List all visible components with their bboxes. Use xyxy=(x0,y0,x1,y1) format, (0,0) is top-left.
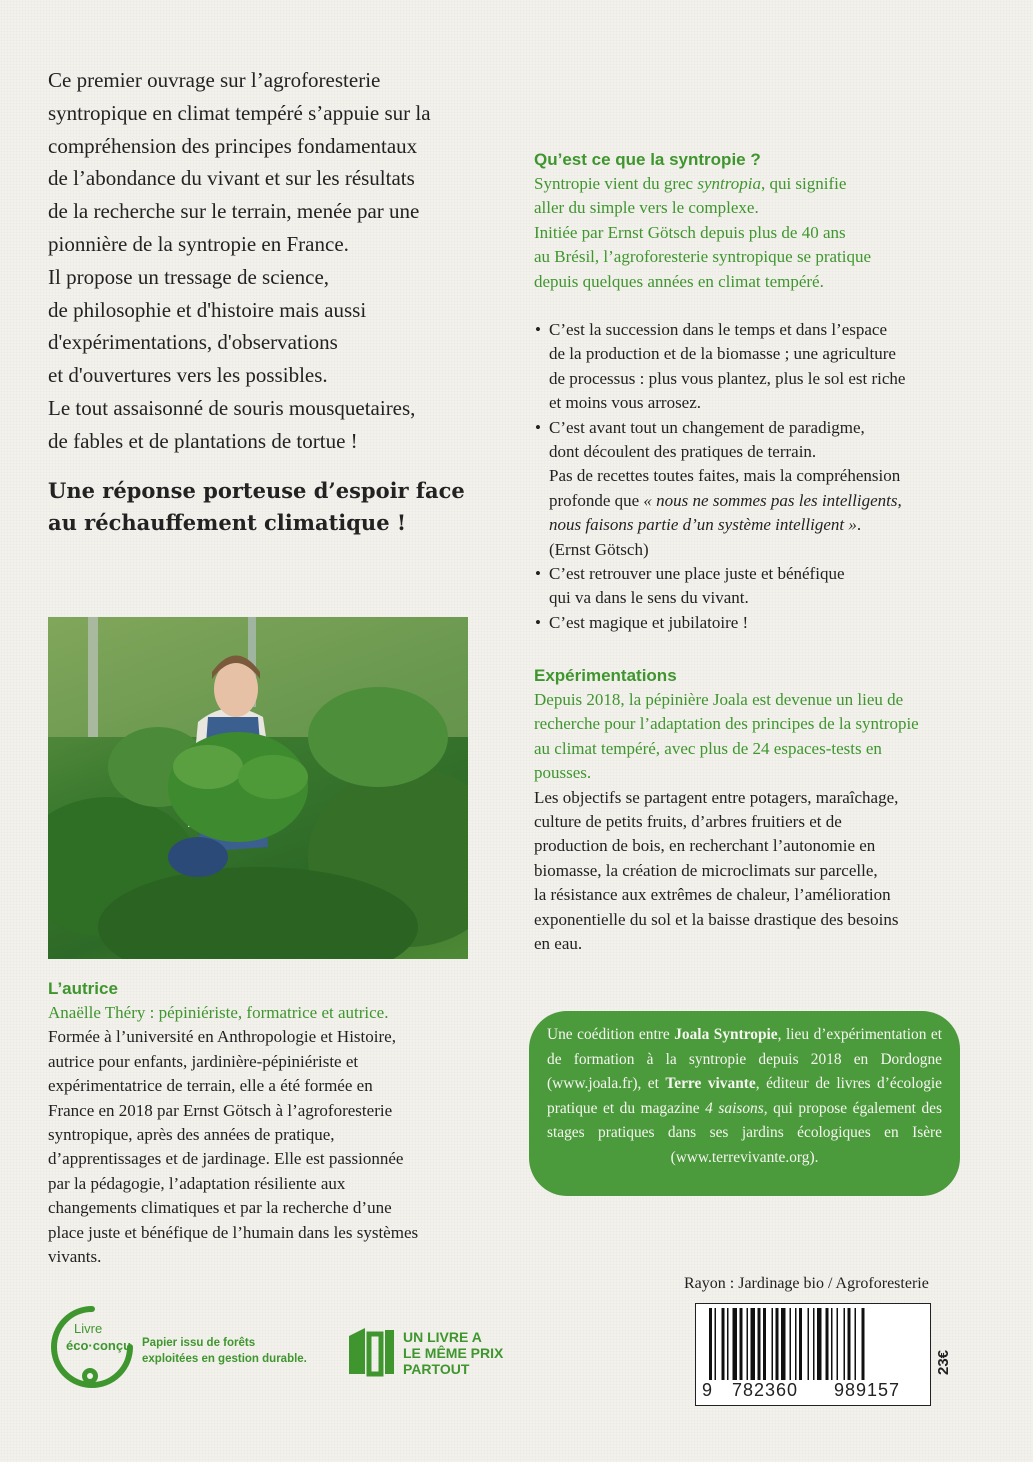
bullet-text: profonde que xyxy=(549,490,644,510)
barcode-bar xyxy=(817,1308,822,1380)
isbn-digit-lead: 9 xyxy=(702,1380,713,1400)
exp-green-line: au climat tempéré, avec plus de 24 espaces-tests en xyxy=(534,738,882,758)
barcode-bar xyxy=(776,1308,779,1380)
author-bio-line: par la pédagogie, l’adaptation résiliente aux xyxy=(48,1173,346,1193)
quote-text: nous faisons partie d’un système intelligent » xyxy=(549,515,857,535)
syntropie-line-1a: Syntropie vient du grec xyxy=(534,174,698,193)
bullet-line: dont découlent des pratiques de terrain. xyxy=(549,442,817,462)
author-heading: L’autrice xyxy=(48,979,118,998)
intro-line: de philosophie et d'histoire mais aussi xyxy=(48,297,367,322)
barcode-bar xyxy=(826,1308,829,1380)
bullet-line: • C’est la succession dans le temps et dans l’espace xyxy=(549,320,888,339)
syntropie-bullets xyxy=(535,318,975,635)
intro-line: et d'ouvertures vers les possibles. xyxy=(48,363,328,388)
author-bio-line: expérimentatrice de terrain, elle a été formée en xyxy=(48,1076,373,1096)
barcode-bar xyxy=(747,1308,749,1380)
intro-line: d'expérimentations, d'observations xyxy=(48,330,338,355)
barcode-bar xyxy=(727,1308,729,1380)
syntropie-line: depuis quelques années en climat tempéré. xyxy=(534,271,824,291)
syntropie-line: au Brésil, l’agroforesterie syntropique se pratique xyxy=(534,247,872,267)
intro-line: de la recherche sur le terrain, menée par une xyxy=(48,199,420,224)
syntropie-line-1c: , qui signifie xyxy=(760,174,847,193)
barcode-bar xyxy=(763,1308,766,1380)
eco-label-1: Livre xyxy=(74,1321,103,1336)
syntropie-heading: Qu’est ce que la syntropie ? xyxy=(534,150,761,169)
eco-concu-logo xyxy=(48,1303,136,1389)
exp-line: biomasse, la création de microclimats sur parcelle, xyxy=(534,860,878,880)
exp-green-line: Depuis 2018, la pépinière Joala est devenue un lieu de xyxy=(534,690,904,709)
author-subtitle: Anaëlle Théry : pépiniériste, formatrice et autrice. xyxy=(48,1003,389,1022)
syntropie-line-1b: syntropia xyxy=(697,174,761,193)
barcode-bar xyxy=(715,1308,717,1380)
exp-line: exponentielle du sol et la baisse drastique des besoins xyxy=(534,909,899,929)
experimentations-heading: Expérimentations xyxy=(534,666,677,685)
exp-line: culture de petits fruits, d’arbres fruitiers et de xyxy=(534,812,842,832)
barcode-bar xyxy=(862,1308,865,1380)
bullet-line: de la production et de la biomasse ; une agriculture xyxy=(549,344,896,364)
coedition-text: , éditeur de livres d’écologie pratique et du magazine xyxy=(547,1075,943,1117)
isbn-group-2: 989157 xyxy=(834,1380,901,1400)
author-bio-line: place juste et bénéfique de l’humain dans les systèmes xyxy=(48,1222,419,1242)
price-label: 23€ xyxy=(935,1349,952,1375)
exp-line: production de bois, en recherchant l’autonomie en xyxy=(534,836,876,856)
barcode-bar xyxy=(844,1308,846,1380)
intro-line: Il propose un tressage de science, xyxy=(48,264,330,289)
coedition-text: , lieu d’expérimentation et de formation à la syntropie depuis 2018 en Dordogne (www.joala.fr), et xyxy=(547,1026,942,1093)
bullet-line: • C’est retrouver une place juste et bénéfique xyxy=(549,564,845,584)
author-bio-line: changements climatiques et par la recherche d’une xyxy=(48,1198,392,1218)
syntropie-line: Initiée par Ernst Götsch depuis plus de 40 ans xyxy=(534,222,846,242)
barcode-bar xyxy=(733,1308,738,1380)
bullet-item xyxy=(535,562,975,611)
prix-unique-logo xyxy=(347,1326,527,1378)
coedition-box xyxy=(529,1011,960,1196)
tagline-line-2: au réchauffement climatique ! xyxy=(48,510,407,535)
author-section xyxy=(48,977,488,1269)
intro-line: de fables et de plantations de tortue ! xyxy=(48,428,358,453)
tagline-line-1: Une réponse porteuse d’espoir face xyxy=(48,478,465,503)
intro-line: pionnière de la syntropie en France. xyxy=(48,231,349,256)
intro-line: de l’abondance du vivant et sur les résultats xyxy=(48,166,415,191)
paper-note xyxy=(142,1335,307,1367)
intro-text xyxy=(48,64,488,458)
author-bio-line: vivants. xyxy=(48,1247,102,1267)
bullet-line: et moins vous arrosez. xyxy=(549,393,702,413)
tagline xyxy=(48,475,508,539)
syntropie-section xyxy=(534,148,974,294)
prix-line: PARTOUT xyxy=(403,1361,470,1377)
bullet-line: (Ernst Götsch) xyxy=(549,539,649,559)
barcode-bar xyxy=(795,1308,797,1380)
barcode-bar xyxy=(799,1308,802,1380)
author-bio-line: autrice pour enfants, jardinière-pépiniériste et xyxy=(48,1051,359,1071)
coedition-publisher-1: Joala Syntropie xyxy=(674,1026,778,1043)
barcode-bar xyxy=(772,1308,774,1380)
barcode-bar xyxy=(855,1308,857,1380)
prix-line: UN LIVRE A xyxy=(403,1329,482,1345)
bullet-item xyxy=(535,416,975,562)
prix-line: LE MÊME PRIX xyxy=(403,1345,504,1361)
book-logo-icon xyxy=(347,1326,397,1378)
paper-note-line: Papier issu de forêts xyxy=(142,1337,256,1349)
intro-line: syntropique en climat tempéré s’appuie sur la xyxy=(48,100,431,125)
barcode-bar xyxy=(831,1308,833,1380)
bullet-item xyxy=(535,611,975,635)
intro-line: compréhension des principes fondamentaux xyxy=(48,133,418,158)
barcode-bar xyxy=(722,1308,725,1380)
author-photo-image xyxy=(48,617,468,959)
bullet-line xyxy=(549,489,975,513)
exp-green-line: recherche pour l’adaptation des principes de la syntropie xyxy=(534,714,919,734)
author-bio-line: d’apprentissages et de jardinage. Elle est passionnée xyxy=(48,1149,404,1169)
syntropie-line xyxy=(534,172,974,196)
barcode-bars xyxy=(709,1308,919,1380)
barcode-bar xyxy=(740,1308,743,1380)
bullet-line: de processus : plus vous plantez, plus le sol est riche xyxy=(549,368,906,388)
barcode-bar xyxy=(709,1308,712,1380)
author-bio-line: Formée à l’université en Anthropologie et Histoire, xyxy=(48,1027,396,1047)
intro-line: Ce premier ouvrage sur l’agroforesterie xyxy=(48,68,381,92)
bullet-item xyxy=(535,318,975,416)
syntropie-line: aller du simple vers le complexe. xyxy=(534,198,759,218)
exp-line: en eau. xyxy=(534,934,583,954)
author-bio-line: France en 2018 par Ernst Götsch à l’agroforesterie xyxy=(48,1100,393,1120)
bullet-line: • C’est avant tout un changement de paradigme, xyxy=(549,417,865,437)
intro-line: Le tout assaisonné de souris mousquetaires, xyxy=(48,395,416,420)
exp-line: la résistance aux extrêmes de chaleur, l’amélioration xyxy=(534,885,891,905)
eco-label-2: éco·conçu xyxy=(66,1338,132,1353)
prix-text xyxy=(403,1329,503,1377)
coedition-text: , qui propose également des stages pratiques dans ses jardins écologiques en Isère (www.terrevivante.org). xyxy=(547,1099,943,1166)
barcode-box xyxy=(695,1303,931,1406)
barcode-bar xyxy=(781,1308,786,1380)
bullet-line: Pas de recettes toutes faites, mais la compréhension xyxy=(549,466,901,486)
barcode-bar xyxy=(808,1308,810,1380)
barcode-bar xyxy=(848,1308,851,1380)
barcode-bar xyxy=(751,1308,756,1380)
exp-green-line: pousses. xyxy=(534,763,592,783)
bullet-line: qui va dans le sens du vivant. xyxy=(549,588,749,608)
quote-text: « nous ne sommes pas les intelligents, xyxy=(643,490,902,510)
bullet-line xyxy=(549,513,975,537)
barcode-bar xyxy=(837,1308,839,1380)
isbn-group-1: 782360 xyxy=(732,1380,799,1400)
coedition-text: Une coédition entre xyxy=(547,1026,675,1043)
barcode-bar xyxy=(790,1308,792,1380)
exp-line: Les objectifs se partagent entre potagers, maraîchage, xyxy=(534,787,899,807)
paper-note-line: exploitées en gestion durable. xyxy=(142,1353,307,1365)
coedition-publisher-2: Terre vivante xyxy=(665,1075,756,1093)
barcode-bar xyxy=(758,1308,761,1380)
barcode-bar xyxy=(813,1308,815,1380)
bullet-line: • C’est magique et jubilatoire ! xyxy=(549,612,749,632)
experimentations-section xyxy=(534,664,974,956)
coedition-magazine: 4 saisons xyxy=(705,1099,764,1117)
author-photo xyxy=(48,617,468,959)
bullet-text: . xyxy=(856,515,862,535)
rayon-label: Rayon : Jardinage bio / Agroforesterie xyxy=(684,1275,929,1292)
author-bio-line: syntropique, après des années de pratique, xyxy=(48,1125,335,1145)
